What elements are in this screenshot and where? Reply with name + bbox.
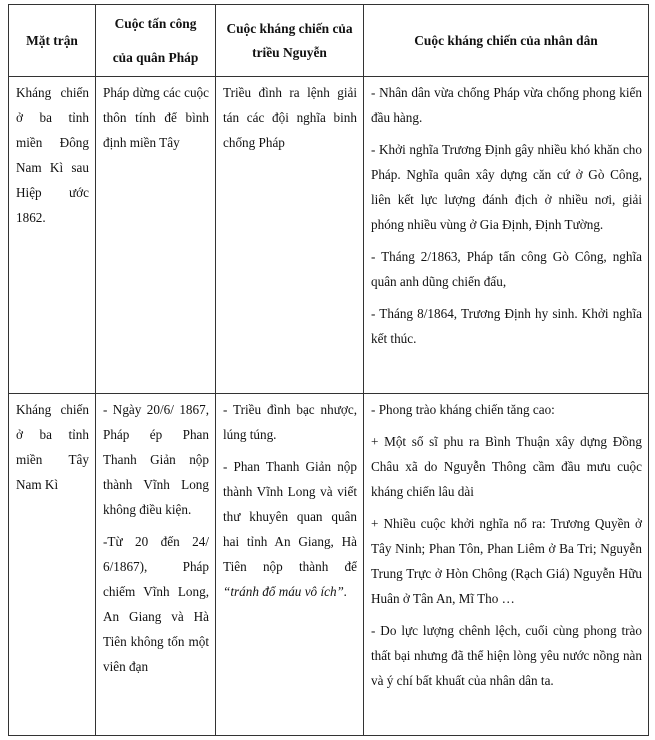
- row1-front-cell: [9, 77, 96, 394]
- row1-french-text: Pháp dừng các cuộc thôn tính để bình định miền Tây: [103, 85, 209, 150]
- table-row: [9, 394, 649, 736]
- header-court-line2: triều Nguyễn: [252, 44, 327, 60]
- table-header-row: [9, 5, 649, 77]
- row1-people-item: - Tháng 8/1864, Trương Định hy sinh. Khởi nghĩa kết thúc.: [371, 306, 642, 346]
- row2-people-item: + Nhiều cuộc khởi nghĩa nổ ra: Trương Quyền ở Tây Ninh; Phan Tôn, Phan Liêm ở Ba Tri; Nguyễn Trung Trực ở Hòn Chông (Rạch Giá) Nguyễn Hữu Huân ở Tân An, Mĩ Tho …: [371, 516, 642, 606]
- row2-people-item: - Phong trào kháng chiến tăng cao:: [371, 402, 555, 417]
- row1-people-item: - Khởi nghĩa Trương Định gây nhiều khó khăn cho Pháp. Nghĩa quân xây dựng căn cứ ở Gò Công, liên kết lực lượng đánh địch ở nhiều nơi, giải phóng nhiều vùng ở Gia Định, Định Tường.: [371, 142, 642, 232]
- row1-people-item: - Nhân dân vừa chống Pháp vừa chống phong kiến đầu hàng.: [371, 85, 642, 125]
- row2-french-item: -Từ 20 đến 24/ 6/1867), Pháp chiếm Vĩnh Long, An Giang và Hà Tiên không tốn một viên đạn: [103, 534, 209, 674]
- row1-french-cell: [96, 77, 216, 394]
- row2-front-cell: [9, 394, 96, 736]
- header-french-attack: [96, 5, 216, 77]
- row1-court-text: Triều đình ra lệnh giải tán các đội nghĩa binh chống Pháp: [223, 85, 357, 150]
- header-front: [9, 5, 96, 77]
- row2-french-cell: [96, 394, 216, 736]
- row2-court-quote: “tránh đổ máu vô ích”.: [223, 584, 348, 599]
- header-court-line1: Cuộc kháng chiến của: [226, 20, 353, 36]
- header-court-resistance: [216, 5, 364, 77]
- row1-people-item: - Tháng 2/1863, Pháp tấn công Gò Công, nghĩa quân anh dũng chiến đấu,: [371, 249, 642, 289]
- row2-court-cell: [216, 394, 364, 736]
- row2-french-item: - Ngày 20/6/ 1867, Pháp ép Phan Thanh Giản nộp thành Vĩnh Long không điều kiện.: [103, 402, 209, 517]
- row2-court-item-2: [223, 454, 357, 604]
- row2-people-cell: [364, 394, 649, 736]
- row1-front-text: Kháng chiến ở ba tỉnh miền Đông Nam Kì sau Hiệp ước 1862.: [16, 85, 89, 225]
- row2-front-text: Kháng chiến ở ba tỉnh miền Tây Nam Kì: [16, 402, 89, 492]
- row2-court-item: - Triều đình bạc nhược, lúng túng.: [223, 402, 357, 442]
- row1-court-cell: [216, 77, 364, 394]
- header-front-label: Mặt trận: [26, 32, 78, 48]
- header-french-line2: của quân Pháp: [112, 49, 199, 65]
- table-row: [9, 77, 649, 394]
- history-table-page: [8, 4, 648, 736]
- header-people-label: Cuộc kháng chiến của nhân dân: [414, 32, 598, 48]
- row2-people-item: + Một số sĩ phu ra Bình Thuận xây dựng Đồng Châu xã do Nguyễn Thông cầm đầu mưu cuộc kháng chiến lâu dài: [371, 434, 642, 499]
- history-table: [8, 4, 649, 736]
- header-french-line1: Cuộc tấn công: [114, 15, 197, 31]
- row2-people-item: - Do lực lượng chênh lệch, cuối cùng phong trào thất bại nhưng đã thể hiện lòng yêu nước nồng nàn và ý chí bất khuất của nhân dân ta.: [371, 623, 642, 688]
- row1-people-cell: [364, 77, 649, 394]
- header-people-resistance: [364, 5, 649, 77]
- row2-court-text: - Phan Thanh Giản nộp thành Vĩnh Long và viết thư khuyên quan quân hai tỉnh An Giang, Hà Tiên nộp thành để: [223, 459, 357, 574]
